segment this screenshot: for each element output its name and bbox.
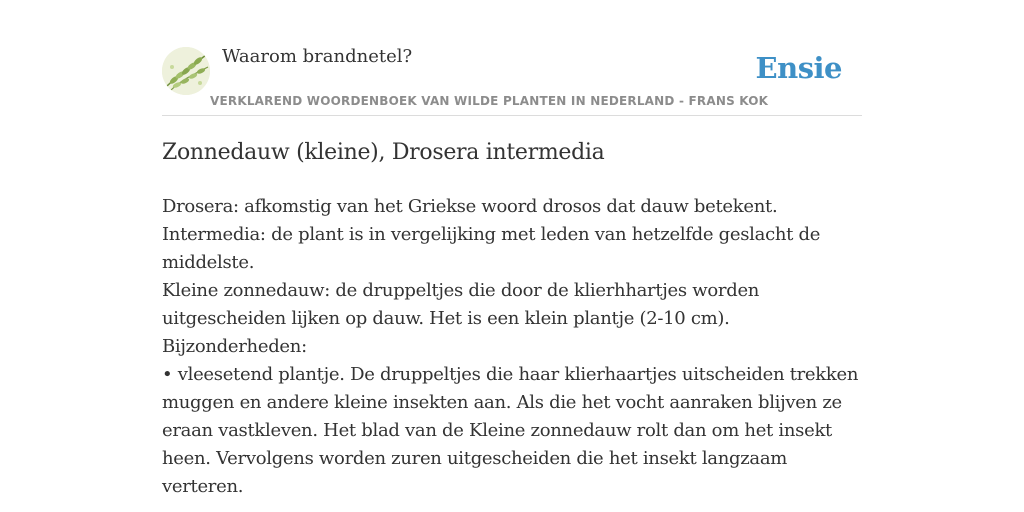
entry-line: Kleine zonnedauw: de druppeltjes die door de klierhhartjes worden uitgescheiden lijken op dauw. Het is een klein plantje (2-10 cm). (162, 280, 760, 329)
brand-logo[interactable]: Ensie (755, 51, 842, 85)
entry-line: Intermedia: de plant is in vergelijking met leden van hetzelfde geslacht de middelste. (162, 224, 821, 273)
plant-illustration-icon[interactable] (162, 47, 210, 95)
entry-title: Zonnedauw (kleine), Drosera intermedia (162, 140, 605, 165)
book-subtitle: VERKLAREND WOORDENBOEK VAN WILDE PLANTEN IN NEDERLAND - FRANS KOK (210, 94, 769, 108)
header-divider (162, 115, 862, 116)
entry-line: Drosera: afkomstig van het Griekse woord drosos dat dauw betekent. (162, 196, 778, 217)
book-title[interactable]: Waarom brandnetel? (222, 46, 413, 67)
entry-body (162, 193, 864, 501)
entry-line: Bijzonderheden: (162, 336, 307, 357)
entry-line: • vleesetend plantje. De druppeltjes die haar klierhaartjes uitscheiden trekken muggen en andere kleine insekten aan. Als die het vocht aanraken blijven ze eraan vastkleven. Het blad van de Kleine zonnedauw rolt dan om het insekt heen. Vervolgens worden zuren uitgescheiden die het insekt langzaam verteren. (162, 364, 859, 497)
